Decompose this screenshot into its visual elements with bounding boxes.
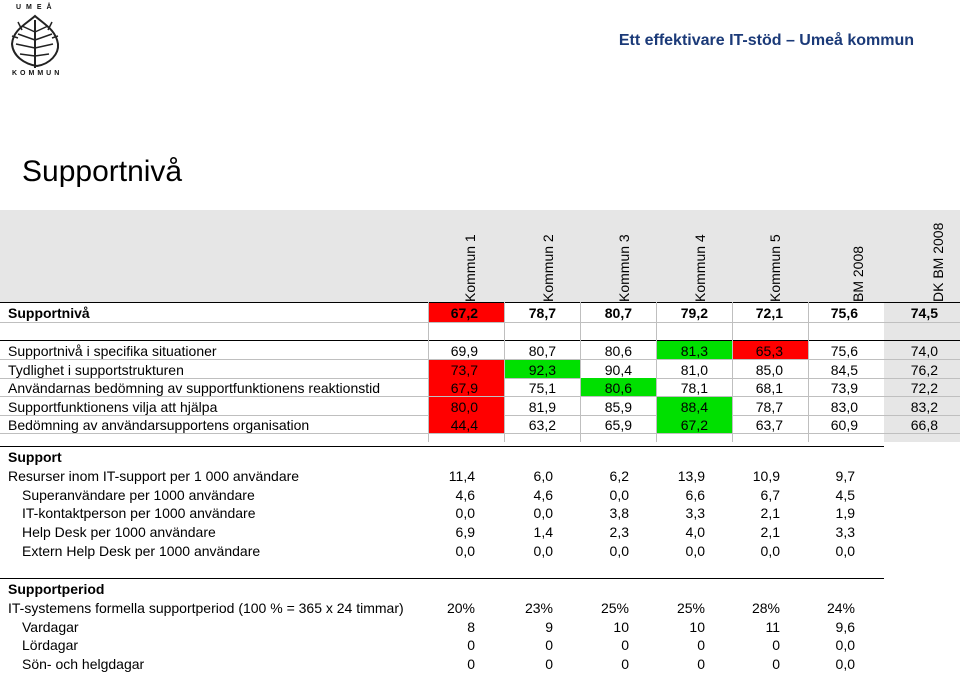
section-row-label: Extern Help Desk per 1000 användare [22, 542, 261, 559]
section-row-label: Help Desk per 1000 användare [22, 524, 216, 541]
section-value: 4,0 [685, 524, 705, 541]
section-value: 10,9 [752, 468, 780, 484]
section-value: 0,0 [533, 542, 553, 559]
section-value: 0 [621, 656, 629, 673]
summary-value: 79,2 [680, 305, 708, 321]
section-value: 6,9 [455, 524, 475, 541]
metric-value: 80,6 [604, 380, 632, 396]
section-value: 1,9 [835, 505, 855, 522]
section-value: 25% [676, 600, 705, 616]
metric-value: 73,9 [830, 380, 858, 396]
metric-value: 72,2 [910, 380, 938, 396]
column-header: Kommun 2 [540, 234, 556, 302]
metric-value: 66,8 [910, 417, 938, 433]
section-value: 0 [467, 656, 475, 673]
metric-value: 81,9 [528, 398, 556, 415]
metric-value: 75,1 [528, 380, 556, 396]
metric-value: 80,6 [604, 343, 632, 359]
section-value: 4,5 [835, 486, 855, 503]
section-top-border [0, 446, 884, 447]
section-value: 6,0 [533, 468, 553, 484]
metric-row-label: Bedömning av användarsupportens organisation [8, 417, 310, 433]
metric-value: 63,7 [755, 417, 783, 433]
header-title: Ett effektivare IT-stöd – Umeå kommun [618, 32, 914, 49]
section-row-label: Lördagar [22, 637, 79, 654]
section-top-border [0, 578, 884, 579]
metric-value: 80,7 [528, 343, 556, 359]
section-value: 10 [689, 618, 705, 635]
metric-value: 84,5 [830, 361, 858, 378]
section-value: 0,0 [835, 542, 855, 559]
metric-value: 63,2 [528, 417, 556, 433]
section-value: 0 [697, 637, 705, 654]
section-title: Supportperiod [8, 581, 105, 597]
section-value: 0 [772, 656, 780, 673]
section-value: 3,8 [609, 505, 629, 522]
section-value: 11 [765, 618, 780, 635]
section-value: 13,9 [677, 468, 705, 484]
section-value: 1,4 [533, 524, 553, 541]
summary-value: 75,6 [830, 305, 858, 321]
metric-value: 85,0 [755, 361, 783, 378]
section-value: 24% [826, 600, 855, 616]
section-value: 6,7 [760, 486, 780, 503]
section-value: 0 [772, 637, 780, 654]
metric-value: 78,1 [680, 380, 708, 396]
section-value: 9 [545, 618, 553, 635]
page-title: Supportnivå [22, 155, 183, 188]
section-value: 0 [467, 637, 475, 654]
section-value: 3,3 [835, 524, 855, 541]
section-value: 20% [446, 600, 475, 616]
section-row-label: IT-kontaktperson per 1000 användare [22, 505, 256, 522]
column-header: DK BM 2008 [930, 222, 946, 302]
section-value: 0 [621, 637, 629, 654]
section-value: 4,6 [455, 486, 475, 503]
metric-value: 60,9 [830, 417, 858, 433]
section-row-label: Resurser inom IT-support per 1 000 användare [8, 468, 300, 484]
section-value: 28% [751, 600, 780, 616]
metric-value: 69,9 [450, 343, 478, 359]
section-value: 0 [545, 656, 553, 673]
section-value: 0,0 [760, 542, 780, 559]
row-divider [0, 322, 960, 323]
section-value: 2,1 [760, 524, 780, 541]
column-header: Kommun 5 [767, 234, 783, 302]
metric-value: 83,2 [910, 398, 938, 415]
metric-value: 68,1 [755, 380, 783, 396]
metric-value: 78,7 [755, 398, 783, 415]
section-value: 6,2 [609, 468, 629, 484]
metric-row-label: Supportnivå i specifika situationer [8, 343, 217, 359]
metric-value: 76,2 [910, 361, 938, 378]
section-value: 0,0 [455, 505, 475, 522]
summary-value: 80,7 [604, 305, 632, 321]
column-header: BM 2008 [850, 245, 866, 302]
summary-value: 72,1 [755, 305, 783, 321]
section-title: Support [8, 449, 62, 465]
header-band [0, 210, 960, 302]
section-value: 0 [697, 656, 705, 673]
section-value: 4,6 [533, 486, 553, 503]
summary-row-label: Supportnivå [8, 305, 90, 321]
section-value: 10 [613, 618, 629, 635]
metric-value: 92,3 [528, 361, 556, 378]
metric-value: 85,9 [604, 398, 632, 415]
section-value: 2,3 [609, 524, 629, 541]
umea-kommun-logo [4, 2, 68, 80]
section-value: 6,6 [685, 486, 705, 503]
column-header: Kommun 4 [692, 234, 708, 302]
metric-value: 67,9 [450, 380, 478, 396]
row-divider [0, 340, 960, 341]
metric-value: 65,3 [755, 343, 783, 359]
metric-value: 65,9 [604, 417, 632, 433]
column-header: Kommun 1 [462, 234, 478, 302]
section-value: 0,0 [455, 542, 475, 559]
section-value: 0,0 [835, 656, 855, 673]
metric-row-label: Användarnas bedömning av supportfunktionens reaktionstid [8, 380, 381, 396]
section-value: 3,3 [685, 505, 705, 522]
section-value: 0,0 [835, 637, 855, 654]
section-value: 9,6 [835, 618, 855, 635]
summary-value: 74,5 [910, 305, 938, 321]
section-row-label: Sön- och helgdagar [22, 656, 145, 673]
section-row-label: IT-systemens formella supportperiod (100 % = 365 x 24 timmar) [8, 600, 404, 616]
metric-value: 90,4 [604, 361, 632, 378]
metric-row-label: Supportfunktionens vilja att hjälpa [8, 398, 218, 415]
section-value: 25% [600, 600, 629, 616]
metric-value: 80,0 [450, 398, 478, 415]
section-value: 8 [467, 618, 475, 635]
section-value: 2,1 [760, 505, 780, 522]
section-value: 0 [545, 637, 553, 654]
section-value: 0,0 [533, 505, 553, 522]
section-row-label: Superanvändare per 1000 användare [22, 486, 255, 503]
metric-value: 67,2 [680, 417, 708, 433]
metric-value: 44,4 [450, 417, 478, 433]
metric-value: 81,0 [680, 361, 708, 378]
section-value: 0,0 [609, 542, 629, 559]
column-header: Kommun 3 [616, 234, 632, 302]
summary-value: 78,7 [528, 305, 556, 321]
logo-bottom-text: KOMMUN [12, 70, 63, 77]
section-row-label: Vardagar [22, 618, 79, 635]
summary-value: 67,2 [450, 305, 478, 321]
metric-value: 88,4 [680, 398, 708, 415]
section-value: 11,4 [448, 468, 475, 484]
section-value: 9,7 [835, 468, 855, 484]
metric-value: 74,0 [910, 343, 938, 359]
metric-value: 75,6 [830, 343, 858, 359]
metric-value: 81,3 [680, 343, 708, 359]
row-divider [0, 433, 960, 434]
data-sheet [0, 210, 960, 676]
birch-leaf-icon [4, 10, 66, 72]
metric-value: 73,7 [450, 361, 478, 378]
logo-top-text: UMEÅ [16, 4, 57, 11]
section-value: 23% [524, 600, 553, 616]
section-value: 0,0 [609, 486, 629, 503]
metric-value: 83,0 [830, 398, 858, 415]
metric-row-label: Tydlighet i supportstrukturen [8, 361, 184, 378]
section-value: 0,0 [685, 542, 705, 559]
